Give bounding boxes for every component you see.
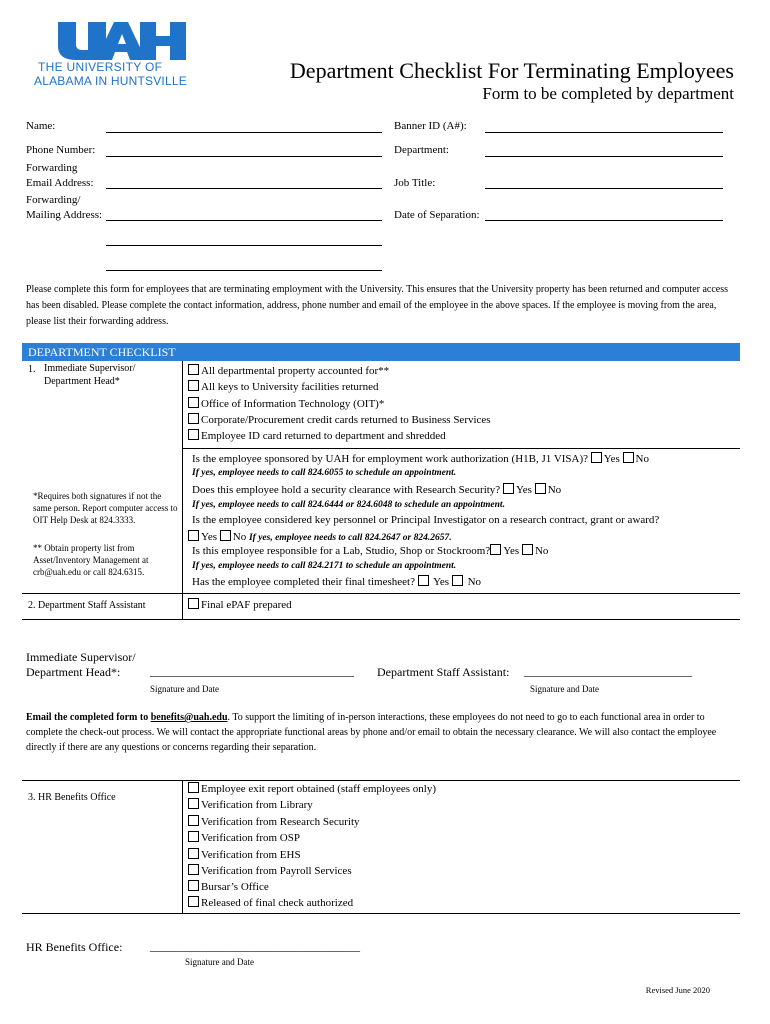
yes-label: Yes <box>433 576 450 588</box>
checklist-item-label: Final ePAF prepared <box>201 599 292 611</box>
table-divider <box>182 361 183 619</box>
hr-signature-line[interactable]: ___________________________________ <box>150 939 360 953</box>
benefits-email-link[interactable]: benefits@uah.edu <box>150 712 228 723</box>
mailing-label: Mailing Address: <box>26 209 103 221</box>
checkbox[interactable] <box>188 397 199 408</box>
job-title-label: Job Title: <box>394 177 436 189</box>
checklist-item-label: Released of final check authorized <box>201 897 354 909</box>
row-divider-3 <box>182 448 740 449</box>
yes-checkbox[interactable] <box>418 575 429 586</box>
email-label: Email Address: <box>26 177 94 189</box>
section3-top <box>22 780 740 781</box>
checkbox[interactable] <box>188 848 199 859</box>
section1-num: 1. <box>28 364 36 375</box>
checkbox[interactable] <box>188 782 199 793</box>
no-label: No <box>635 453 649 465</box>
banner-id-field[interactable] <box>485 132 723 133</box>
checkbox[interactable] <box>188 798 199 809</box>
question-key-personnel: Is the employee considered key personnel or Principal Investigator on a research contract, grant or award? <box>192 514 660 526</box>
checklist-item[interactable] <box>188 831 300 844</box>
question-security <box>192 483 561 496</box>
checkbox[interactable] <box>188 413 199 424</box>
checklist-item-label: Verification from Payroll Services <box>201 865 352 877</box>
section1-note1: *Requires both signatures if not the same person. Report computer access to OIT Help Desk at 824.3333. <box>33 491 178 525</box>
no-label: No <box>467 576 482 588</box>
forwarding2-label: Forwarding/ <box>26 194 81 206</box>
no-checkbox[interactable] <box>452 575 463 586</box>
revised-footer: Revised June 2020 <box>645 985 710 995</box>
checkbox[interactable] <box>188 864 199 875</box>
forwarding-label: Forwarding <box>26 162 78 174</box>
name-label: Name: <box>26 120 56 132</box>
checkbox[interactable] <box>188 831 199 842</box>
checkbox[interactable] <box>188 380 199 391</box>
staff-signature-caption: Signature and Date <box>530 684 599 694</box>
yes-checkbox[interactable] <box>490 544 501 555</box>
checklist-item[interactable] <box>188 880 269 893</box>
sup-label-2: Department Head*: <box>26 665 121 679</box>
checklist-item[interactable] <box>188 782 436 795</box>
checklist-header <box>22 343 740 361</box>
checklist-item[interactable] <box>188 815 360 828</box>
sup-signature-caption: Signature and Date <box>150 684 219 694</box>
checklist-item[interactable] <box>188 397 384 410</box>
question-key-personnel-note: If yes, employee needs to call 824.2647 or 824.2657. <box>248 533 452 543</box>
sup-signature-line[interactable]: __________________________________ <box>150 664 354 678</box>
mailing-field-2[interactable] <box>106 245 382 246</box>
uah-logo-mark <box>30 18 200 60</box>
checklist-item-label: All departmental property accounted for** <box>201 365 390 377</box>
checklist-item-label: Verification from Research Security <box>201 816 360 828</box>
section2-label: 2. Department Staff Assistant <box>28 600 146 611</box>
section1-label-1: Immediate Supervisor/ <box>44 363 136 374</box>
department-field[interactable] <box>485 156 723 157</box>
checklist-item-label: Employee exit report obtained (staff employees only) <box>201 783 437 795</box>
yes-label: Yes <box>503 545 520 557</box>
phone-label: Phone Number: <box>26 144 96 156</box>
checklist-item-label: Corporate/Procurement credit cards returned to Business Services <box>201 414 491 426</box>
phone-field[interactable] <box>106 156 382 157</box>
department-label: Department: <box>394 144 449 156</box>
checklist-header-text: DEPARTMENT CHECKLIST <box>28 345 176 359</box>
question-text: Has the employee completed their final timesheet? <box>192 576 415 588</box>
yes-checkbox[interactable] <box>591 452 602 463</box>
question-text: Does this employee hold a security clearance with Research Security? <box>192 484 501 496</box>
no-label: No <box>547 484 562 496</box>
page-title: Department Checklist For Terminating Employees <box>289 58 734 83</box>
checklist-item-label: Verification from OSP <box>201 832 300 844</box>
mailing-field-1[interactable] <box>106 220 382 221</box>
no-label: No <box>232 531 247 543</box>
checklist-item[interactable] <box>188 896 353 909</box>
checklist-item[interactable] <box>188 598 292 611</box>
checklist-item-label: All keys to University facilities returned <box>201 381 379 393</box>
question-visa <box>192 452 649 465</box>
name-field[interactable] <box>106 132 382 133</box>
date-sep-field[interactable] <box>485 220 723 221</box>
checklist-item-label: Office of Information Technology (OIT)* <box>201 398 385 410</box>
no-label: No <box>534 545 549 557</box>
yes-checkbox[interactable] <box>188 530 199 541</box>
mailing-field-3[interactable] <box>106 270 382 271</box>
sup-label-1: Immediate Supervisor/ <box>26 650 136 664</box>
checklist-item[interactable] <box>188 413 491 426</box>
email-paragraph <box>26 710 738 755</box>
checklist-item[interactable] <box>188 848 301 861</box>
row-divider-1 <box>22 593 740 594</box>
section3-divider <box>182 780 183 913</box>
staff-label: Department Staff Assistant: <box>377 665 510 679</box>
checkbox[interactable] <box>188 429 199 440</box>
question-text: Is the employee sponsored by UAH for employment work authorization (H1B, J1 VISA)? <box>192 453 589 465</box>
page-subtitle: Form to be completed by department <box>482 84 734 103</box>
no-checkbox[interactable] <box>220 530 231 541</box>
email-para-rest: . To support the limiting of in-person interactions, these employees do not need to go to each functional area in order to complete the check-out process. We will contact the appropriate functional areas by phone and/or email to obtain the necessary clearance. We will also contact the employee directly if there are any questions or concerns regarding their separation. <box>26 712 717 753</box>
question-text: Is this employee responsible for a Lab, Studio, Shop or Stockroom? <box>192 545 491 557</box>
uah-logo <box>30 18 200 90</box>
checkbox[interactable] <box>188 880 199 891</box>
question-timesheet <box>192 575 481 588</box>
checklist-item[interactable] <box>188 380 378 393</box>
job-title-field[interactable] <box>485 188 723 189</box>
checkbox[interactable] <box>188 364 199 375</box>
section1-label-2: Department Head* <box>44 376 120 387</box>
row-divider-2 <box>22 619 740 620</box>
staff-signature-line[interactable]: ____________________________ <box>524 664 692 678</box>
checklist-item-label: Bursar’s Office <box>201 881 269 893</box>
question-visa-note: If yes, employee needs to call 824.6055 to schedule an appointment. <box>192 468 457 478</box>
checklist-item[interactable] <box>188 864 352 877</box>
checklist-item[interactable] <box>188 364 389 377</box>
checklist-item-label: Verification from Library <box>201 799 313 811</box>
question-key-personnel-answers <box>188 530 452 543</box>
logo-line1: THE UNIVERSITY OF <box>38 60 163 74</box>
yes-label: Yes <box>201 531 218 543</box>
logo-line2: ALABAMA IN HUNTSVILLE <box>34 74 187 88</box>
hr-sig-label: HR Benefits Office: <box>26 940 123 954</box>
email-para-bold: Email the completed form to <box>26 712 151 723</box>
checkbox[interactable] <box>188 815 199 826</box>
intro-paragraph: Please complete this form for employees that are terminating employment with the University. This ensures that the University property has been returned and computer access has been disabled. Please complete the contact information, address, phone number and email of the employee in the above spaces. If the employee is moving from the area, please list their forwarding address. <box>26 284 729 327</box>
question-lab-note: If yes, employee needs to call 824.2171 to schedule an appointment. <box>192 561 457 571</box>
banner-id-label: Banner ID (A#): <box>394 120 467 132</box>
checklist-item-label: Employee ID card returned to department and shredded <box>201 430 446 442</box>
question-security-note: If yes, employee needs to call 824.6444 or 824.6048 to schedule an appointment. <box>192 500 505 510</box>
date-sep-label: Date of Separation: <box>394 209 480 221</box>
section3-label: 3. HR Benefits Office <box>28 792 116 803</box>
checklist-item[interactable] <box>188 798 313 811</box>
checklist-item[interactable] <box>188 429 446 442</box>
no-checkbox[interactable] <box>522 544 533 555</box>
yes-label: Yes <box>515 484 532 496</box>
yes-checkbox[interactable] <box>503 483 514 494</box>
checkbox[interactable] <box>188 896 199 907</box>
checklist-item-label: Verification from EHS <box>201 849 301 861</box>
no-checkbox[interactable] <box>623 452 634 463</box>
email-field[interactable] <box>106 188 382 189</box>
section1-note2: ** Obtain property list from Asset/Inventory Management at crb@uah.edu or call 824.6315. <box>33 543 149 577</box>
question-lab <box>192 544 548 557</box>
no-checkbox[interactable] <box>535 483 546 494</box>
checkbox[interactable] <box>188 598 199 609</box>
hr-signature-caption: Signature and Date <box>185 957 254 967</box>
yes-label: Yes <box>603 453 620 465</box>
section3-bottom <box>22 913 740 914</box>
